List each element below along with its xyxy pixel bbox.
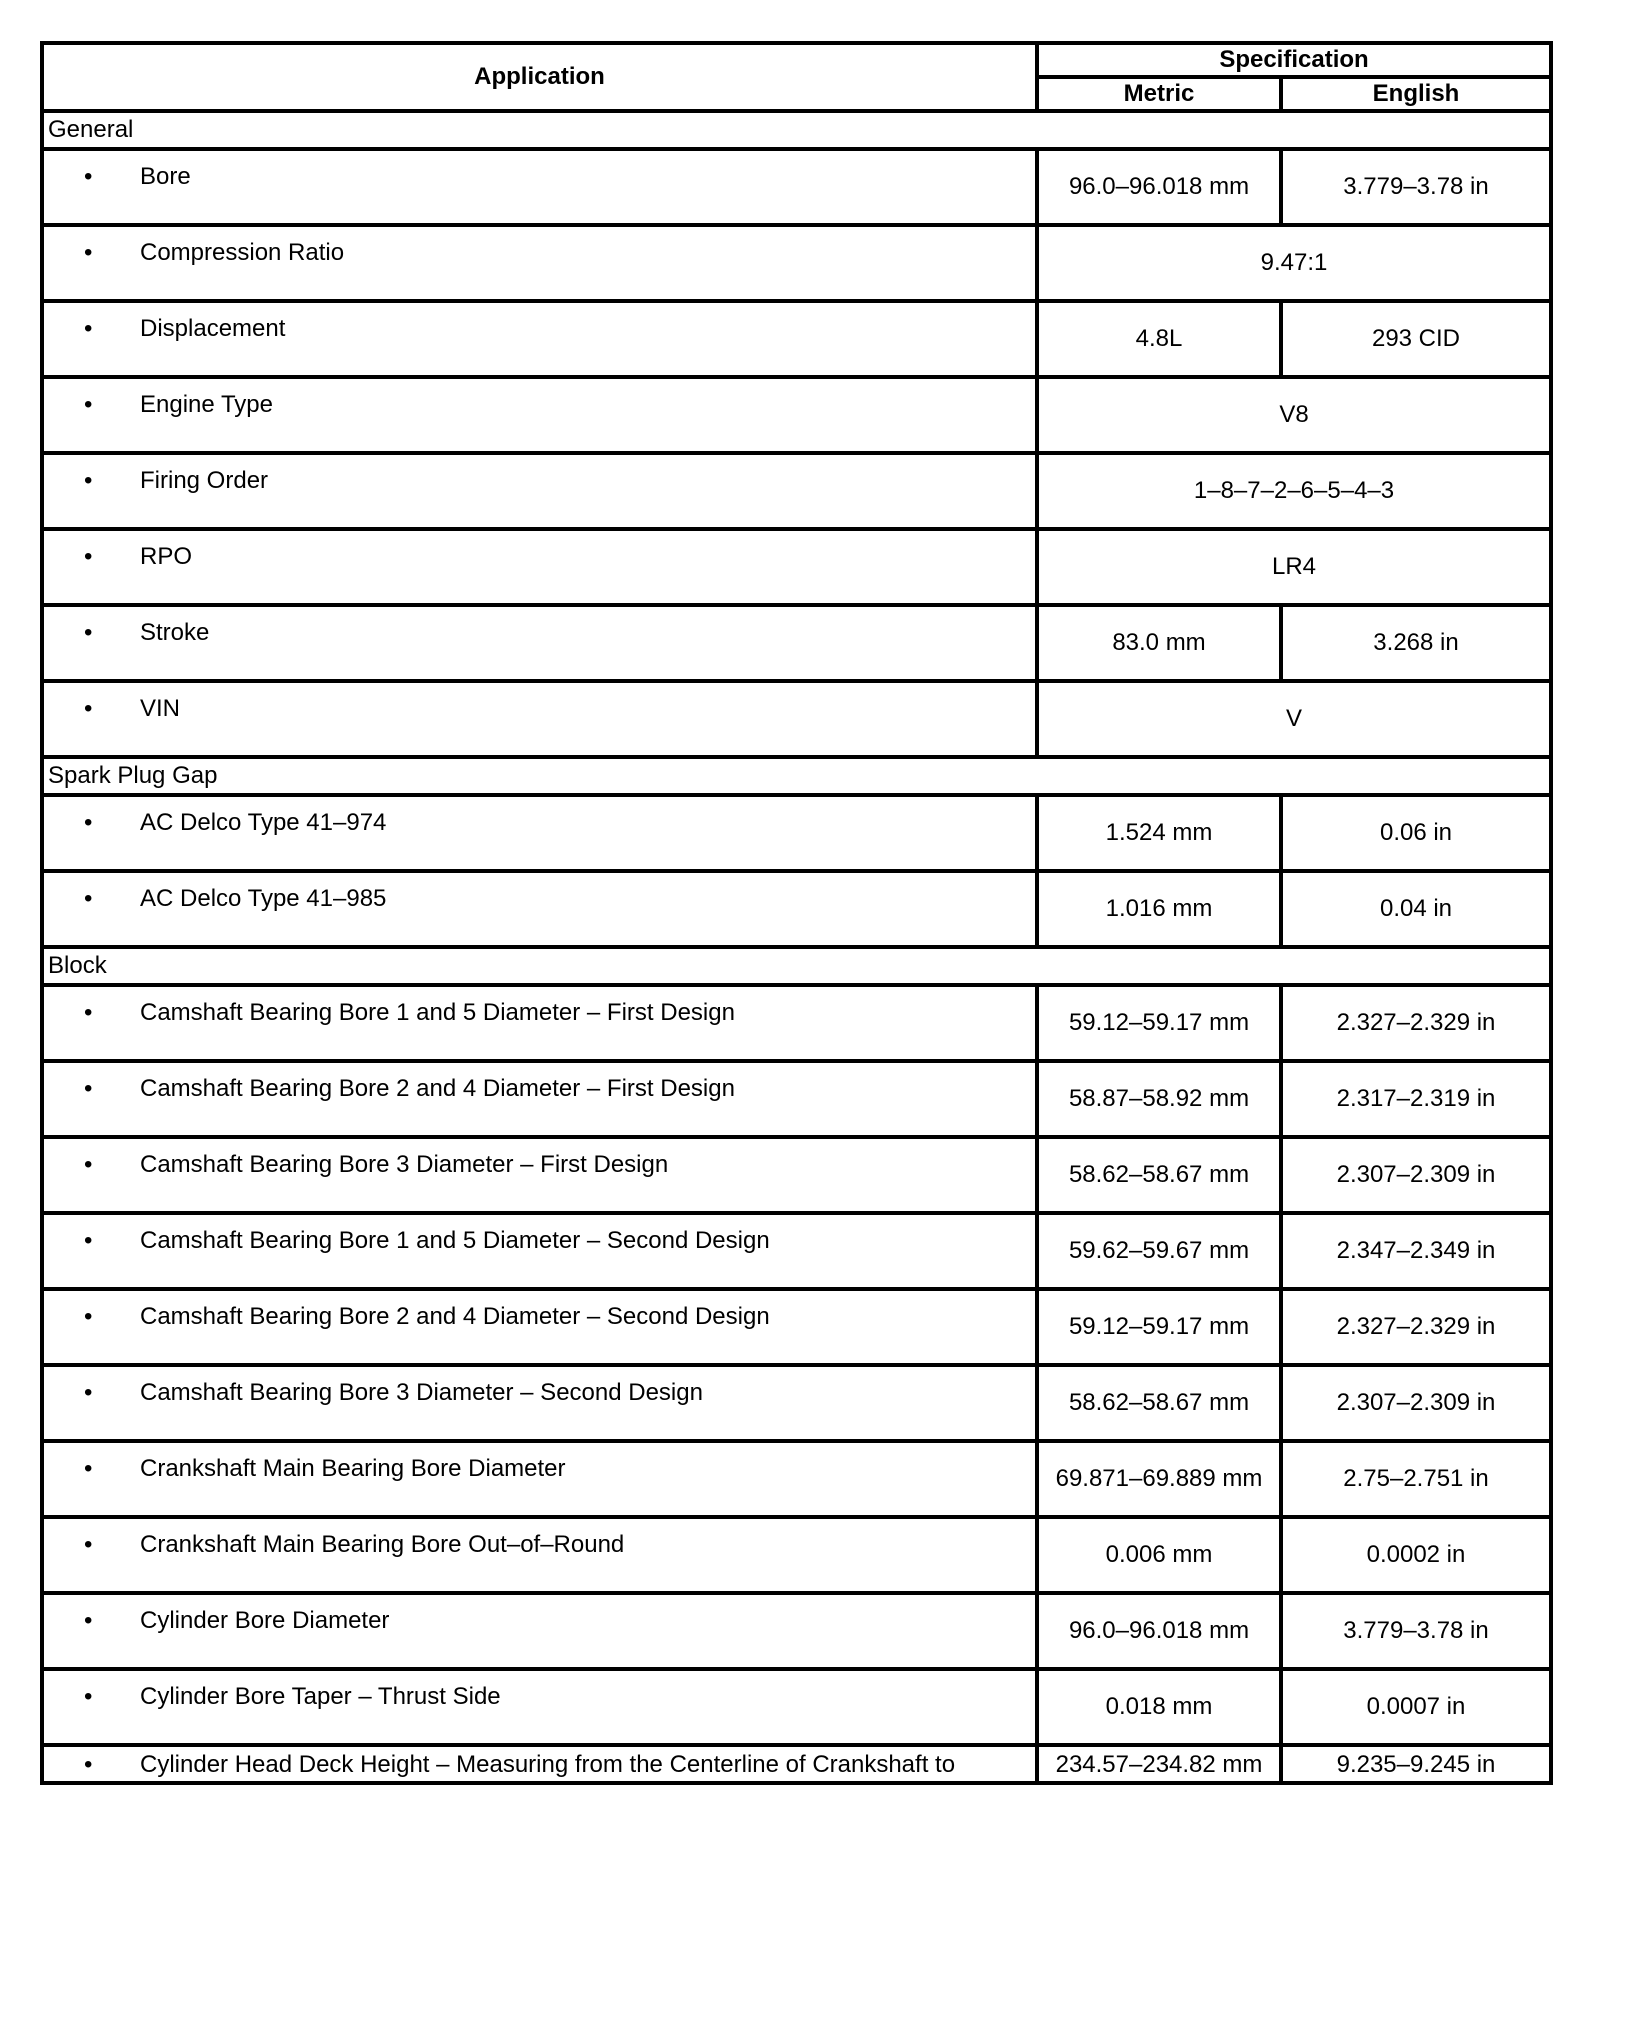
table-row [42,1593,1551,1669]
table-row [42,1745,1551,1783]
section-row [42,947,1551,985]
application-label: Cylinder Bore Taper – Thrust Side [140,1683,501,1710]
header-english: English [1281,77,1551,111]
application-label: Compression Ratio [140,239,345,266]
application-label: Camshaft Bearing Bore 2 and 4 Diameter – Second Design [140,1303,770,1330]
english-value-cell: 293 CID [1281,301,1551,377]
english-value-cell: 0.0002 in [1281,1517,1551,1593]
metric-value-cell: 1.524 mm [1037,795,1281,871]
application-label: Firing Order [140,467,269,494]
section-title: Spark Plug Gap [42,757,1551,795]
application-label: Cylinder Head Deck Height – Measuring from the Centerline of Crankshaft to [140,1751,956,1778]
application-cell [42,1441,1037,1517]
table-row [42,985,1551,1061]
english-value-cell: 3.779–3.78 in [1281,149,1551,225]
table-row [42,1517,1551,1593]
application-label: Camshaft Bearing Bore 2 and 4 Diameter – First Design [140,1075,735,1102]
table-row [42,377,1551,453]
table-row [42,1365,1551,1441]
metric-value-cell: 83.0 mm [1037,605,1281,681]
application-label: Crankshaft Main Bearing Bore Out–of–Round [140,1531,625,1558]
application-cell [42,1289,1037,1365]
application-label: Camshaft Bearing Bore 1 and 5 Diameter – Second Design [140,1227,770,1254]
metric-value-cell: 59.62–59.67 mm [1037,1213,1281,1289]
english-value-cell: 2.307–2.309 in [1281,1365,1551,1441]
combined-value-cell: 1–8–7–2–6–5–4–3 [1037,453,1551,529]
application-cell [42,1213,1037,1289]
application-cell [42,605,1037,681]
english-value-cell: 2.347–2.349 in [1281,1213,1551,1289]
bullet-icon: • [84,1151,93,1178]
application-cell [42,1517,1037,1593]
application-cell [42,1593,1037,1669]
english-value-cell: 2.307–2.309 in [1281,1137,1551,1213]
bullet-icon: • [84,1303,93,1330]
bullet-icon: • [84,1531,93,1558]
bullet-icon: • [84,315,93,342]
bullet-icon: • [84,809,93,836]
section-row [42,111,1551,149]
application-label: Crankshaft Main Bearing Bore Diameter [140,1455,566,1482]
metric-value-cell: 58.87–58.92 mm [1037,1061,1281,1137]
bullet-icon: • [84,467,93,494]
application-label: RPO [140,543,193,570]
bullet-icon: • [84,1683,93,1710]
application-cell [42,681,1037,757]
table-row [42,225,1551,301]
table-row [42,453,1551,529]
application-cell [42,301,1037,377]
table-row [42,871,1551,947]
bullet-icon: • [84,999,93,1026]
application-cell [42,453,1037,529]
table-row [42,529,1551,605]
bullet-icon: • [84,543,93,570]
metric-value-cell: 58.62–58.67 mm [1037,1137,1281,1213]
bullet-icon: • [84,1607,93,1634]
table-row [42,681,1551,757]
metric-value-cell: 0.018 mm [1037,1669,1281,1745]
application-cell [42,795,1037,871]
application-cell [42,529,1037,605]
application-cell [42,1669,1037,1745]
metric-value-cell: 96.0–96.018 mm [1037,149,1281,225]
table-row [42,1061,1551,1137]
application-label: Displacement [140,315,286,342]
application-cell [42,1061,1037,1137]
metric-value-cell: 1.016 mm [1037,871,1281,947]
application-cell [42,1365,1037,1441]
table-row [42,1441,1551,1517]
metric-value-cell: 234.57–234.82 mm [1037,1745,1281,1783]
application-cell [42,1745,1037,1783]
english-value-cell: 0.04 in [1281,871,1551,947]
application-label: AC Delco Type 41–985 [140,885,387,912]
combined-value-cell: 9.47:1 [1037,225,1551,301]
engine-spec-table [40,41,1553,1785]
application-label: Camshaft Bearing Bore 3 Diameter – Second Design [140,1379,703,1406]
metric-value-cell: 96.0–96.018 mm [1037,1593,1281,1669]
application-label: Bore [140,163,191,190]
english-value-cell: 2.327–2.329 in [1281,1289,1551,1365]
bullet-icon: • [84,163,93,190]
application-cell [42,1137,1037,1213]
bullet-icon: • [84,391,93,418]
section-title: Block [42,947,1551,985]
metric-value-cell: 58.62–58.67 mm [1037,1365,1281,1441]
combined-value-cell: V [1037,681,1551,757]
combined-value-cell: LR4 [1037,529,1551,605]
header-metric: Metric [1037,77,1281,111]
metric-value-cell: 69.871–69.889 mm [1037,1441,1281,1517]
application-label: Engine Type [140,391,273,418]
bullet-icon: • [84,1455,93,1482]
application-cell [42,225,1037,301]
application-label: Cylinder Bore Diameter [140,1607,390,1634]
application-cell [42,149,1037,225]
english-value-cell: 3.779–3.78 in [1281,1593,1551,1669]
bullet-icon: • [84,1075,93,1102]
application-label: VIN [140,695,181,722]
application-label: Camshaft Bearing Bore 3 Diameter – First Design [140,1151,669,1178]
application-cell [42,985,1037,1061]
english-value-cell: 9.235–9.245 in [1281,1745,1551,1783]
table-row [42,301,1551,377]
english-value-cell: 3.268 in [1281,605,1551,681]
bullet-icon: • [84,239,93,266]
table-row [42,795,1551,871]
application-cell [42,377,1037,453]
section-row [42,757,1551,795]
metric-value-cell: 0.006 mm [1037,1517,1281,1593]
bullet-icon: • [84,1227,93,1254]
spec-table-body [42,111,1551,1783]
english-value-cell: 2.317–2.319 in [1281,1061,1551,1137]
table-row [42,1669,1551,1745]
application-label: AC Delco Type 41–974 [140,809,387,836]
table-row [42,1289,1551,1365]
metric-value-cell: 59.12–59.17 mm [1037,985,1281,1061]
table-row [42,1137,1551,1213]
application-label: Camshaft Bearing Bore 1 and 5 Diameter – First Design [140,999,735,1026]
table-row [42,149,1551,225]
header-application: Application [42,43,1037,111]
english-value-cell: 2.75–2.751 in [1281,1441,1551,1517]
header-specification: Specification [1037,43,1551,77]
table-row [42,605,1551,681]
metric-value-cell: 4.8L [1037,301,1281,377]
table-row [42,1213,1551,1289]
section-title: General [42,111,1551,149]
english-value-cell: 0.0007 in [1281,1669,1551,1745]
combined-value-cell: V8 [1037,377,1551,453]
metric-value-cell: 59.12–59.17 mm [1037,1289,1281,1365]
english-value-cell: 2.327–2.329 in [1281,985,1551,1061]
bullet-icon: • [84,619,93,646]
bullet-icon: • [84,885,93,912]
bullet-icon: • [84,1751,93,1778]
english-value-cell: 0.06 in [1281,795,1551,871]
application-label: Stroke [140,619,210,646]
application-cell [42,871,1037,947]
bullet-icon: • [84,695,93,722]
bullet-icon: • [84,1379,93,1406]
